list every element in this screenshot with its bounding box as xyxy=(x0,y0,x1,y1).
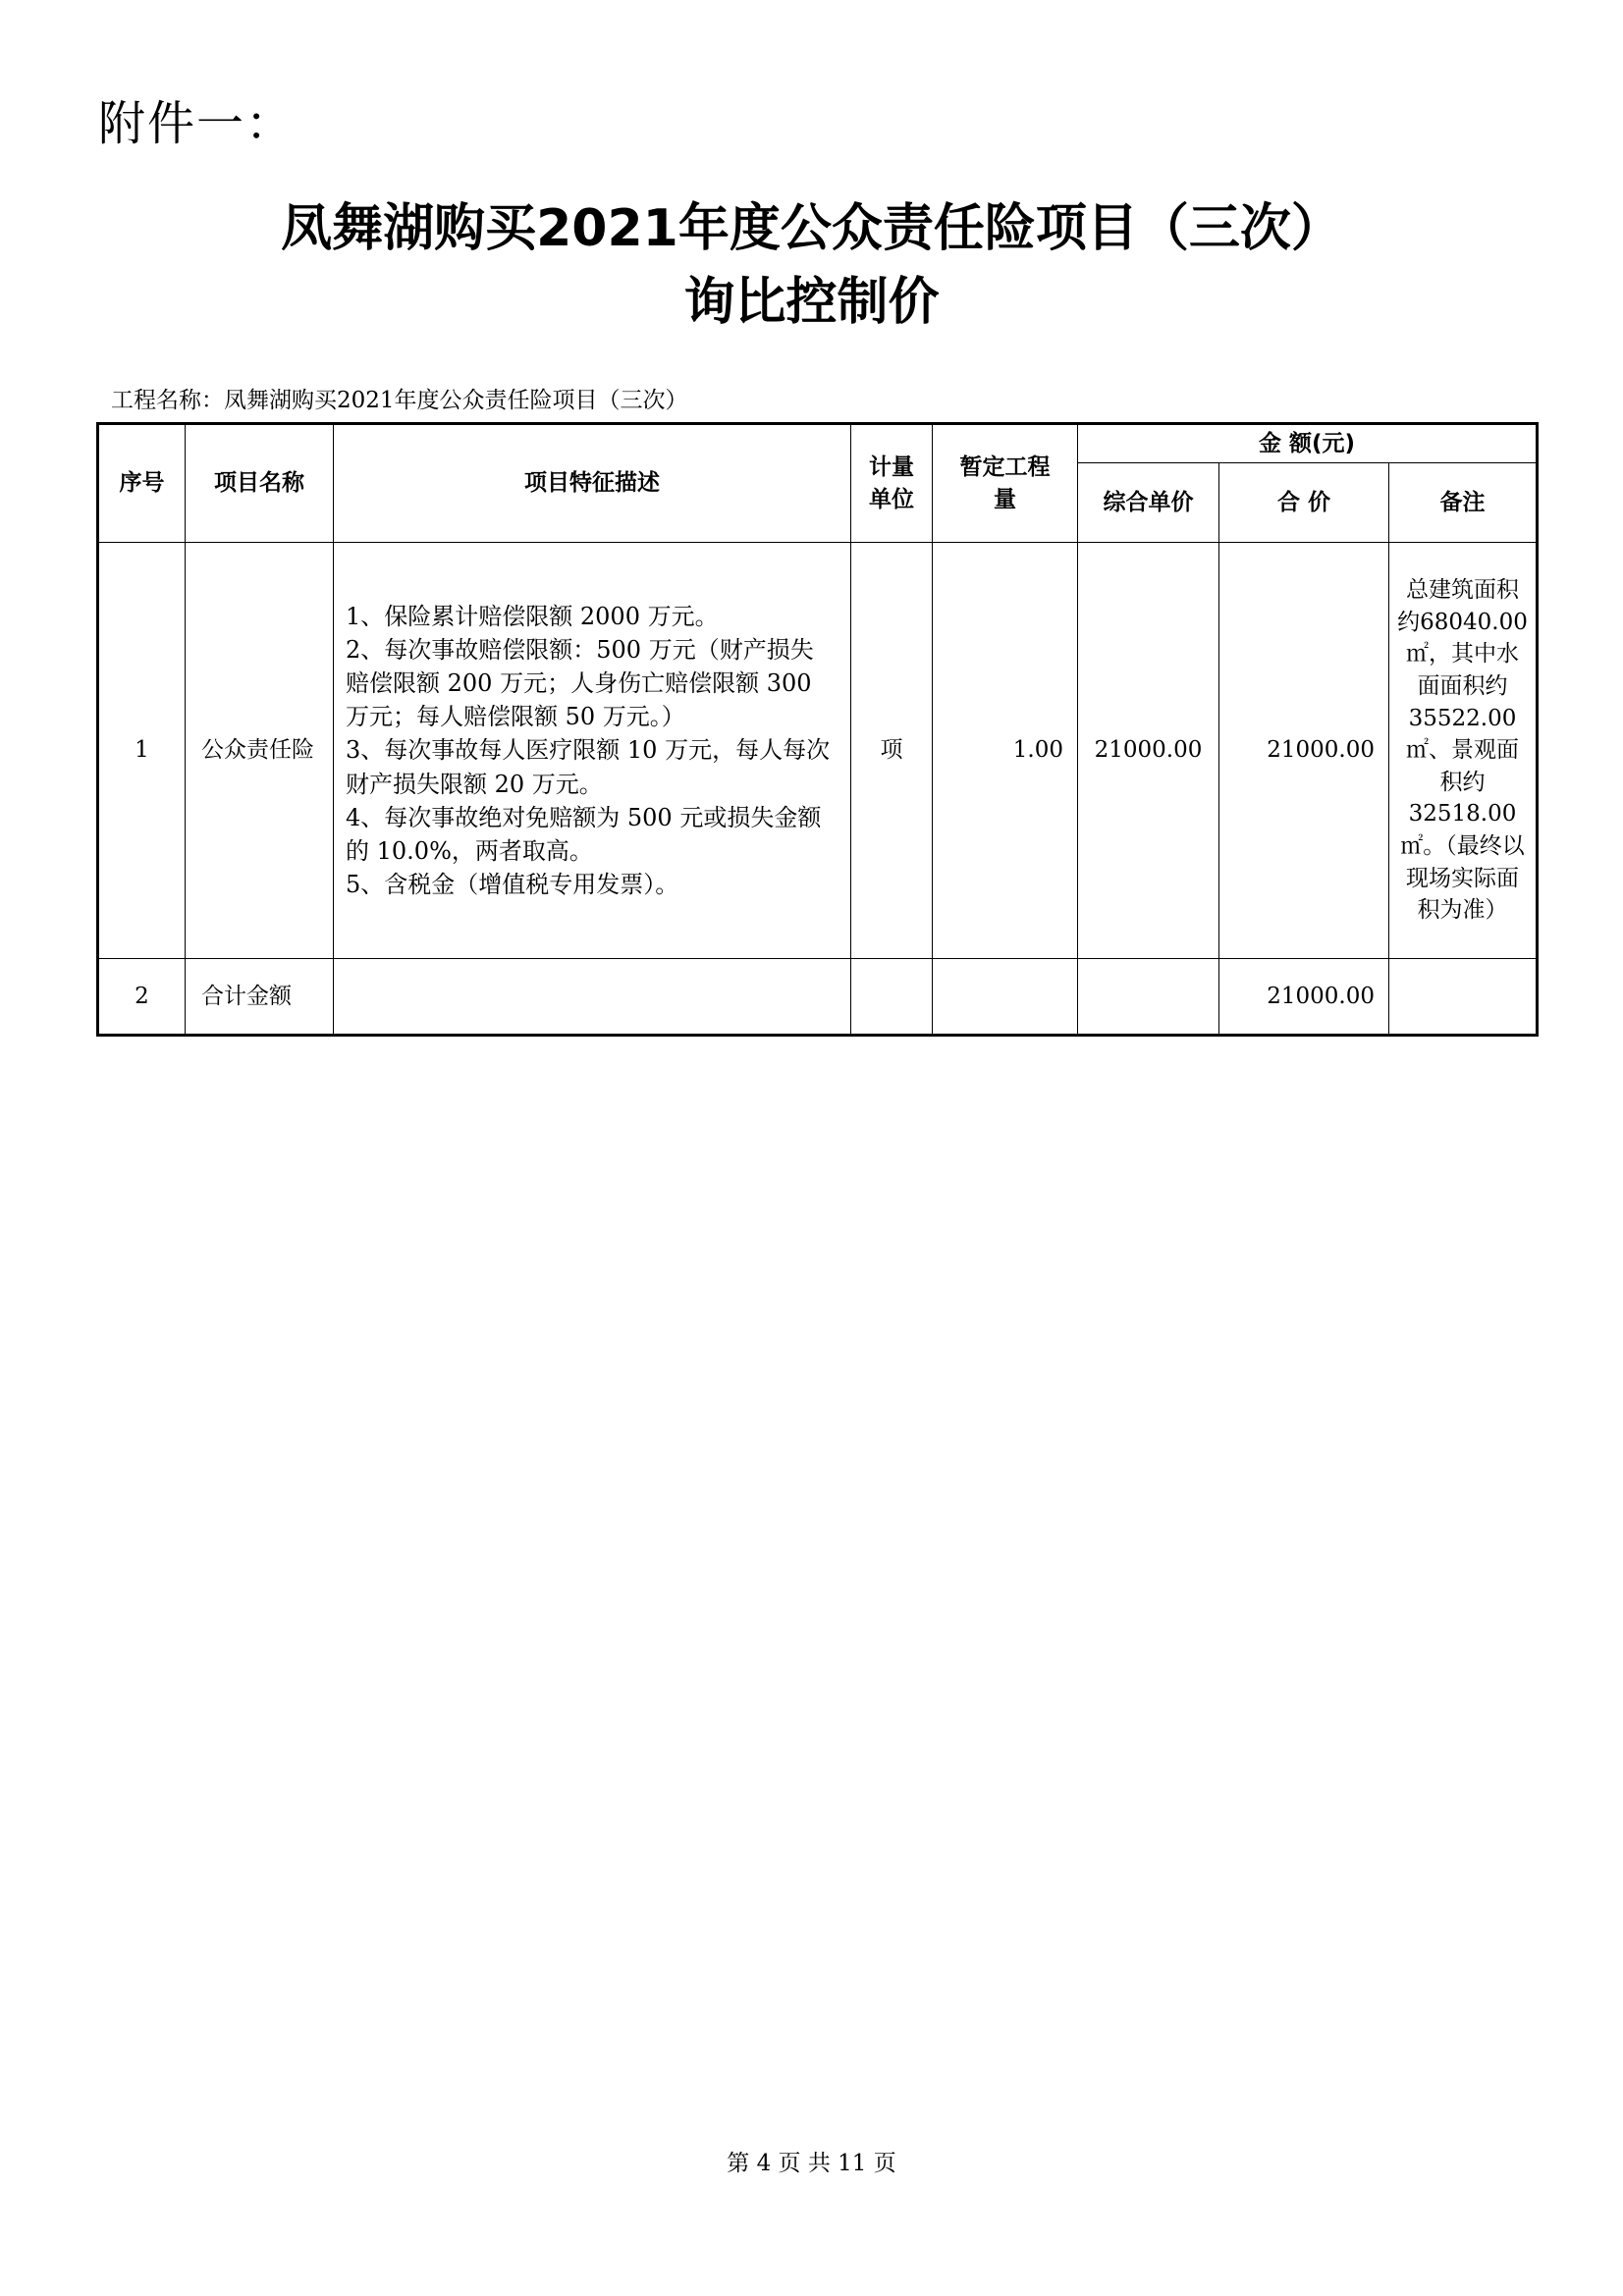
header-amount-group: 金 额(元) xyxy=(1078,424,1538,463)
cell-description xyxy=(334,959,851,1036)
cell-total: 21000.00 xyxy=(1219,959,1389,1036)
cell-item-name: 合计金额 xyxy=(186,959,334,1036)
cell-unit-price xyxy=(1078,959,1219,1036)
cell-seq: 2 xyxy=(98,959,186,1036)
cell-total: 21000.00 xyxy=(1219,543,1389,959)
cell-item-name: 公众责任险 xyxy=(186,543,334,959)
header-quantity: 暂定工程量 xyxy=(933,424,1078,543)
description-line: 2、每次事故赔偿限额：500 万元（财产损失赔偿限额 200 万元；人身伤亡赔偿限额 300 万元；每人赔偿限额 50 万元。） xyxy=(346,636,814,731)
header-seq: 序号 xyxy=(98,424,186,543)
header-unit-price: 综合单价 xyxy=(1078,463,1219,543)
header-item-name: 项目名称 xyxy=(186,424,334,543)
cell-quantity: 1.00 xyxy=(933,543,1078,959)
cell-remark xyxy=(1389,959,1538,1036)
cell-unit-price: 21000.00 xyxy=(1078,543,1219,959)
price-table xyxy=(96,422,1539,1037)
document-title: 凤舞湖购买2021年度公众责任险项目（三次） xyxy=(281,199,1342,258)
cell-quantity xyxy=(933,959,1078,1036)
project-name: 工程名称：凤舞湖购买2021年度公众责任险项目（三次） xyxy=(111,388,688,413)
cell-remark: 总建筑面积约68040.00㎡，其中水面面积约35522.00㎡、景观面积约32518.00㎡。（最终以现场实际面积为准） xyxy=(1389,543,1538,959)
page-number: 第 4 页 共 11 页 xyxy=(727,2151,896,2176)
header-description: 项目特征描述 xyxy=(334,424,851,543)
header-total: 合 价 xyxy=(1219,463,1389,543)
header-remark: 备注 xyxy=(1389,463,1538,543)
attachment-label: 附件一： xyxy=(98,96,296,151)
description-line: 4、每次事故绝对免赔额为 500 元或损失金额的 10.0%，两者取高。 xyxy=(346,803,822,865)
description-line: 5、含税金（增值税专用发票）。 xyxy=(346,870,679,898)
cell-unit xyxy=(851,959,933,1036)
cell-seq: 1 xyxy=(98,543,186,959)
table-row xyxy=(98,543,1538,959)
header-row xyxy=(98,424,1538,463)
description-line: 1、保险累计赔偿限额 2000 万元。 xyxy=(346,603,719,631)
header-unit: 计量单位 xyxy=(851,424,933,543)
cell-unit: 项 xyxy=(851,543,933,959)
description-line: 3、每次事故每人医疗限额 10 万元，每人每次财产损失限额 20 万元。 xyxy=(346,736,831,798)
cell-description xyxy=(334,543,851,959)
document-subtitle: 询比控制价 xyxy=(683,273,940,332)
table-row xyxy=(98,959,1538,1036)
